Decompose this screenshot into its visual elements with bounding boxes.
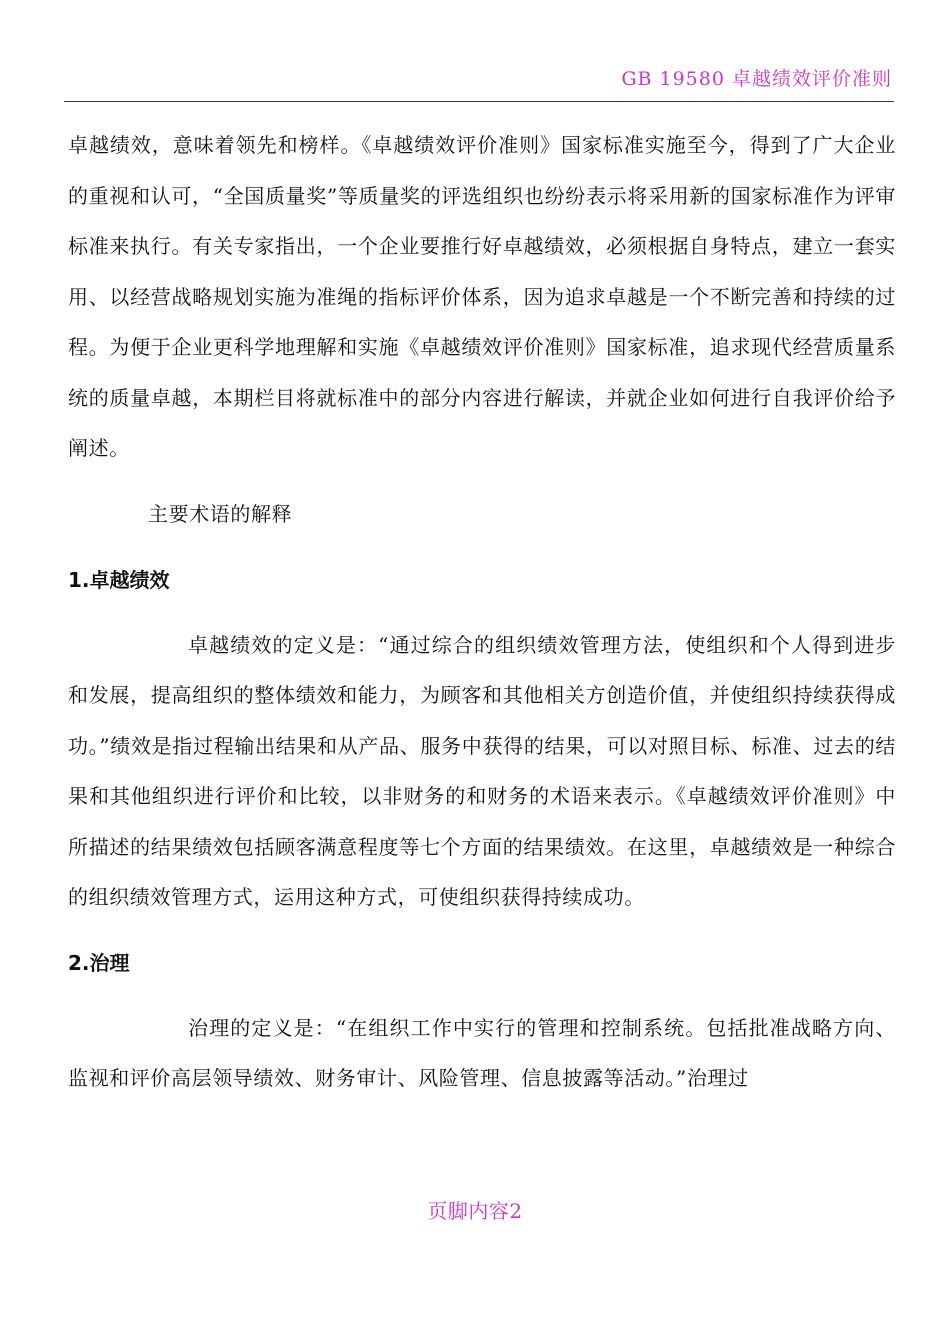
term-body-1: 卓越绩效的定义是：“通过综合的组织绩效管理方法，使组织和个人得到进步和发展，提高组织的整体绩效和能力，为顾客和其他相关方创造价值，并使组织持续获得成功。”绩效是指过程输出结果和从产品、服务中获得的结果，可以对照目标、标准、过去的结果和其他组织进行评价和比较，以非财务的和财务的术语来表示。《卓越绩效评价准则》中所描述的结果绩效包括顾客满意程度等七个方面的结果绩效。在这里，卓越绩效是一种综合的组织绩效管理方式，运用这种方式，可使组织获得持续成功。 — [68, 632, 896, 909]
document-body — [68, 120, 896, 1104]
page-header-title: GB 19580 卓越绩效评价准则 — [621, 68, 892, 90]
term-heading-2: 2.治理 — [68, 950, 130, 975]
term-heading-1: 1.卓越绩效 — [68, 567, 170, 592]
intro-paragraph: 卓越绩效，意味着领先和榜样。《卓越绩效评价准则》国家标准实施至今，得到了广大企业的重视和认可，“全国质量奖”等质量奖的评选组织也纷纷表示将采用新的国家标准作为评审标准来执行。有关专家指出，一个企业要推行好卓越绩效，必须根据自身特点，建立一套实用、以经营战略规划实施为准绳的指标评价体系，因为追求卓越是一个不断完善和持续的过程。为便于企业更科学地理解和实施《卓越绩效评价准则》国家标准，追求现代经营质量系统的质量卓越，本期栏目将就标准中的部分内容进行解读，并就企业如何进行自我评价给予阐述。 — [68, 133, 896, 460]
header-divider — [64, 101, 894, 102]
section-label: 主要术语的解释 — [148, 501, 293, 526]
term-body-2: 治理的定义是：“在组织工作中实行的管理和控制系统。包括批准战略方向、监视和评价高层领导绩效、财务审计、风险管理、信息披露等活动。”治理过 — [68, 1015, 896, 1090]
page-footer: 页脚内容2 — [427, 1199, 523, 1223]
